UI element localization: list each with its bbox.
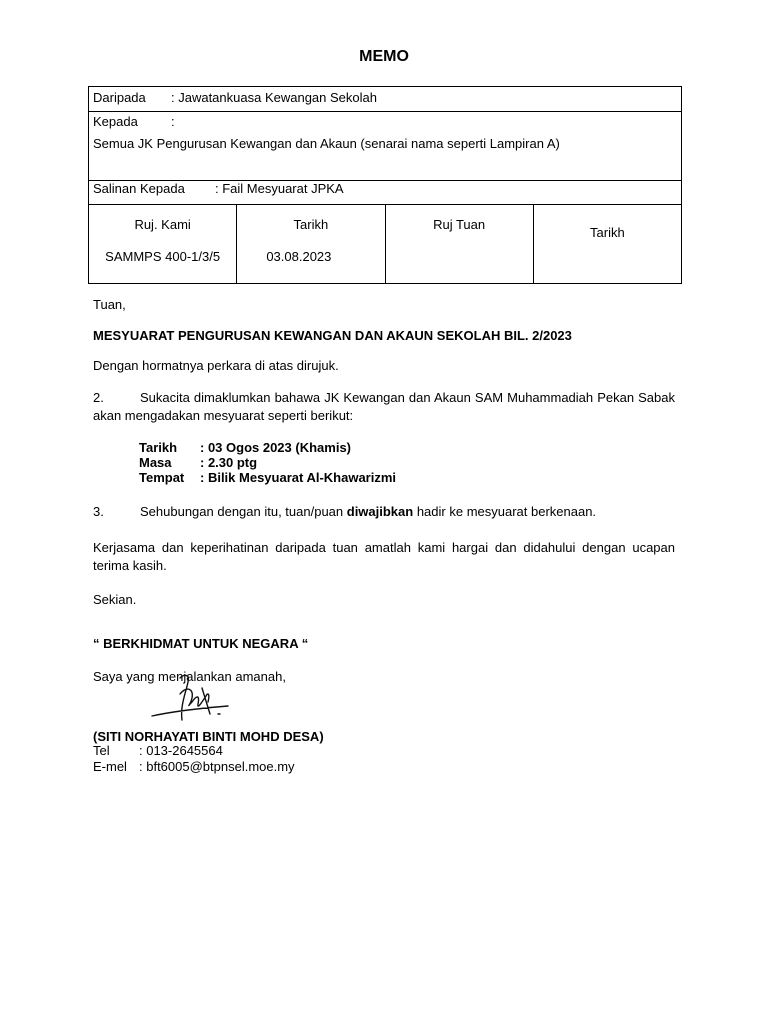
our-ref-cell bbox=[89, 205, 237, 283]
email-label: E-mel bbox=[93, 759, 127, 774]
to-label: Kepada bbox=[93, 114, 138, 129]
date-cell bbox=[237, 205, 385, 283]
our-ref-label: Ruj. Kami bbox=[134, 217, 191, 232]
paragraph-3-emphasis: diwajibkan bbox=[346, 504, 414, 519]
copy-label: Salinan Kepada bbox=[93, 181, 185, 196]
your-date-label: Tarikh bbox=[590, 225, 625, 240]
copy-row bbox=[89, 181, 681, 205]
from-label: Daripada bbox=[93, 90, 146, 105]
signatory-email bbox=[93, 759, 675, 774]
paragraph-2-text: Sukacita dimaklumkan bahawa JK Kewangan dan Akaun SAM Muhammadiah Pekan Sabak akan mengadakan mesyuarat seperti berikut: bbox=[93, 390, 675, 423]
paragraph-1: Dengan hormatnya perkara di atas dirujuk. bbox=[93, 358, 339, 373]
paragraph-3 bbox=[93, 503, 675, 521]
closing: Sekian. bbox=[93, 592, 137, 607]
meeting-time bbox=[139, 455, 396, 470]
motto: “ BERKHIDMAT UNTUK NEGARA “ bbox=[93, 636, 309, 651]
paragraph-4: Kerjasama dan keperihatinan daripada tuan amatlah kami hargai dan didahului dengan ucapan terima kasih. bbox=[93, 540, 675, 573]
memo-title: MEMO bbox=[359, 48, 409, 65]
trust-line: Saya yang menjalankan amanah, bbox=[93, 669, 286, 684]
signatory-tel bbox=[93, 743, 675, 758]
subject-line: MESYUARAT PENGURUSAN KEWANGAN DAN AKAUN SEKOLAH BIL. 2/2023 bbox=[93, 328, 572, 343]
meeting-time-value: : 2.30 ptg bbox=[200, 455, 258, 470]
meeting-place-label: Tempat bbox=[139, 470, 185, 485]
our-ref-value: SAMMPS 400-1/3/5 bbox=[105, 249, 221, 264]
paragraph-3-post: hadir ke mesyuarat berkenaan. bbox=[413, 504, 597, 519]
paragraph-2-number: 2. bbox=[93, 390, 104, 405]
memo-header-table bbox=[88, 86, 682, 284]
tel-value: : 013-2645564 bbox=[139, 743, 223, 758]
meeting-date-label: Tarikh bbox=[139, 440, 178, 455]
meeting-date-value: : 03 Ogos 2023 (Khamis) bbox=[200, 440, 351, 455]
handwritten-signature bbox=[150, 672, 232, 728]
to-value: Semua JK Pengurusan Kewangan dan Akaun (senarai nama seperti Lampiran A) bbox=[93, 136, 560, 151]
to-row bbox=[89, 112, 681, 181]
meeting-time-label: Masa bbox=[139, 455, 172, 470]
paragraph-2 bbox=[93, 389, 675, 425]
date-value: 03.08.2023 bbox=[266, 249, 332, 264]
copy-value: : Fail Mesyuarat JPKA bbox=[215, 181, 344, 196]
to-colon: : bbox=[171, 114, 175, 129]
date-label: Tarikh bbox=[293, 217, 329, 232]
salutation: Tuan, bbox=[93, 297, 126, 312]
paragraph-3-number: 3. bbox=[93, 504, 104, 519]
signatory-name: (SITI NORHAYATI BINTI MOHD DESA) bbox=[93, 729, 324, 744]
email-value: : bft6005@btpnsel.moe.my bbox=[139, 759, 295, 774]
your-ref-label: Ruj Tuan bbox=[433, 217, 486, 232]
from-value: : Jawatankuasa Kewangan Sekolah bbox=[171, 90, 377, 105]
meeting-place bbox=[139, 470, 396, 485]
paragraph-3-pre: Sehubungan dengan itu, tuan/puan bbox=[140, 504, 347, 519]
reference-row bbox=[89, 205, 681, 283]
meeting-place-value: : Bilik Mesyuarat Al-Khawarizmi bbox=[200, 470, 397, 485]
your-ref-cell bbox=[386, 205, 534, 283]
meeting-details bbox=[139, 440, 396, 485]
from-row bbox=[89, 87, 681, 112]
your-date-cell bbox=[534, 205, 681, 283]
tel-label: Tel bbox=[93, 743, 110, 758]
meeting-date bbox=[139, 440, 396, 455]
